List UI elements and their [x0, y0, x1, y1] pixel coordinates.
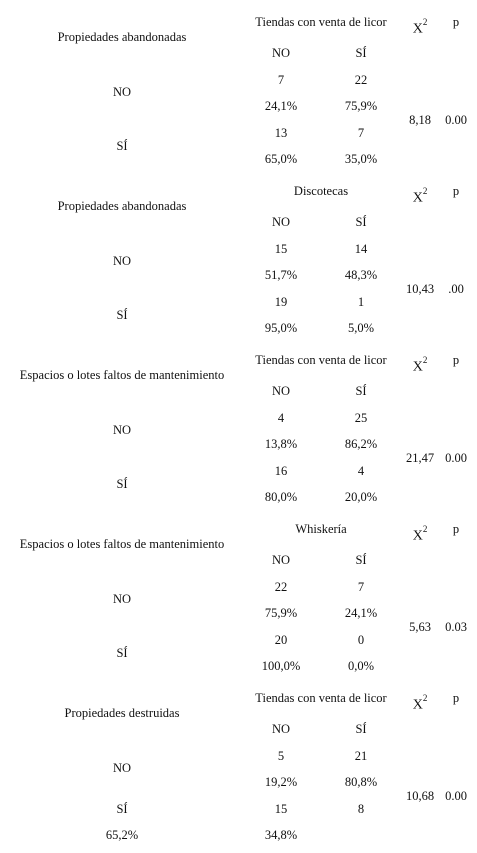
column-variable-label: Discotecas: [293, 184, 349, 198]
column-variable-label: Tiendas con venta de licor: [255, 691, 387, 705]
col-header-si: SÍ: [355, 553, 367, 567]
col-header-no: NO: [271, 215, 291, 229]
pct-no-si: 80,8%: [344, 775, 378, 789]
chi-symbol: X: [412, 528, 423, 544]
p-value: 0.00: [445, 113, 467, 127]
count-no-si: 22: [354, 73, 368, 87]
p-header: p: [452, 691, 460, 705]
pct-no-si: 24,1%: [344, 606, 378, 620]
count-no-no: 22: [274, 580, 288, 594]
p-value: 0.03: [445, 620, 467, 634]
p-header: p: [452, 15, 460, 29]
chi-square-header: [413, 692, 428, 714]
col-header-no: NO: [271, 46, 291, 60]
row-label-no: NO: [112, 423, 132, 437]
chi-square-header: [413, 16, 428, 38]
chi-square-value: 21,47: [405, 451, 435, 465]
count-si-si: 8: [357, 802, 365, 816]
row-variable-label: Propiedades abandonadas: [57, 30, 187, 44]
chi-square-header: [413, 185, 428, 207]
pct-no-si: 48,3%: [344, 268, 378, 282]
count-si-no: 19: [274, 295, 288, 309]
pct-si-si: 5,0%: [347, 321, 375, 335]
chi-exponent: 2: [422, 17, 428, 27]
chi-square-value: 8,18: [409, 113, 431, 127]
row-label-si: SÍ: [116, 477, 128, 491]
pct-si-si: 34,8%: [264, 828, 298, 842]
row-variable-label: Espacios o lotes faltos de mantenimiento: [19, 537, 225, 551]
pct-si-no: 95,0%: [264, 321, 298, 335]
col-header-no: NO: [271, 722, 291, 736]
pct-si-no: 80,0%: [264, 490, 298, 504]
pct-no-no: 24,1%: [264, 99, 298, 113]
column-variable-label: Tiendas con venta de licor: [255, 15, 387, 29]
pct-no-si: 86,2%: [344, 437, 378, 451]
chi-symbol: X: [412, 697, 423, 713]
col-header-si: SÍ: [355, 384, 367, 398]
pct-si-si: 0,0%: [347, 659, 375, 673]
chi-exponent: 2: [422, 355, 428, 365]
p-value: 0.00: [445, 451, 467, 465]
row-label-no: NO: [112, 761, 132, 775]
chi-symbol: X: [412, 359, 423, 375]
p-header: p: [452, 184, 460, 198]
pct-si-no: 100,0%: [261, 659, 301, 673]
pct-si-no: 65,2%: [105, 828, 139, 842]
chi-square-value: 10,43: [405, 282, 435, 296]
p-value: .00: [448, 282, 464, 296]
count-si-no: 16: [274, 464, 288, 478]
row-variable-label: Propiedades abandonadas: [57, 199, 187, 213]
row-label-no: NO: [112, 254, 132, 268]
pct-si-si: 35,0%: [344, 152, 378, 166]
count-si-no: 15: [274, 802, 288, 816]
count-no-si: 25: [354, 411, 368, 425]
pct-si-si: 20,0%: [344, 490, 378, 504]
count-no-no: 15: [274, 242, 288, 256]
col-header-no: NO: [271, 384, 291, 398]
count-no-si: 21: [354, 749, 368, 763]
chi-exponent: 2: [422, 186, 428, 196]
chi-exponent: 2: [422, 524, 428, 534]
chi-square-header: [413, 523, 428, 545]
row-label-si: SÍ: [116, 802, 128, 816]
count-no-no: 4: [277, 411, 285, 425]
chi-symbol: X: [412, 190, 423, 206]
count-si-si: 0: [357, 633, 365, 647]
col-header-si: SÍ: [355, 722, 367, 736]
count-si-si: 4: [357, 464, 365, 478]
chi-square-header: [413, 354, 428, 376]
column-variable-label: Tiendas con venta de licor: [255, 353, 387, 367]
count-si-no: 13: [274, 126, 288, 140]
count-no-no: 5: [277, 749, 285, 763]
pct-no-no: 51,7%: [264, 268, 298, 282]
row-variable-label: Propiedades destruidas: [64, 706, 180, 720]
chi-exponent: 2: [422, 693, 428, 703]
col-header-no: NO: [271, 553, 291, 567]
row-label-no: NO: [112, 592, 132, 606]
p-header: p: [452, 522, 460, 536]
column-variable-label: Whiskería: [295, 522, 347, 536]
pct-no-si: 75,9%: [344, 99, 378, 113]
count-si-si: 7: [357, 126, 365, 140]
p-value: 0.00: [445, 789, 467, 803]
chi-square-value: 5,63: [409, 620, 431, 634]
count-si-si: 1: [357, 295, 365, 309]
p-header: p: [452, 353, 460, 367]
pct-si-no: 65,0%: [264, 152, 298, 166]
row-label-si: SÍ: [116, 646, 128, 660]
row-variable-label: Espacios o lotes faltos de mantenimiento: [19, 368, 225, 382]
chi-square-value: 10,68: [405, 789, 435, 803]
row-label-no: NO: [112, 85, 132, 99]
count-no-si: 14: [354, 242, 368, 256]
pct-no-no: 75,9%: [264, 606, 298, 620]
count-no-no: 7: [277, 73, 285, 87]
col-header-si: SÍ: [355, 46, 367, 60]
pct-no-no: 13,8%: [264, 437, 298, 451]
count-no-si: 7: [357, 580, 365, 594]
row-label-si: SÍ: [116, 139, 128, 153]
chi-symbol: X: [412, 21, 423, 37]
pct-no-no: 19,2%: [264, 775, 298, 789]
row-label-si: SÍ: [116, 308, 128, 322]
col-header-si: SÍ: [355, 215, 367, 229]
count-si-no: 20: [274, 633, 288, 647]
